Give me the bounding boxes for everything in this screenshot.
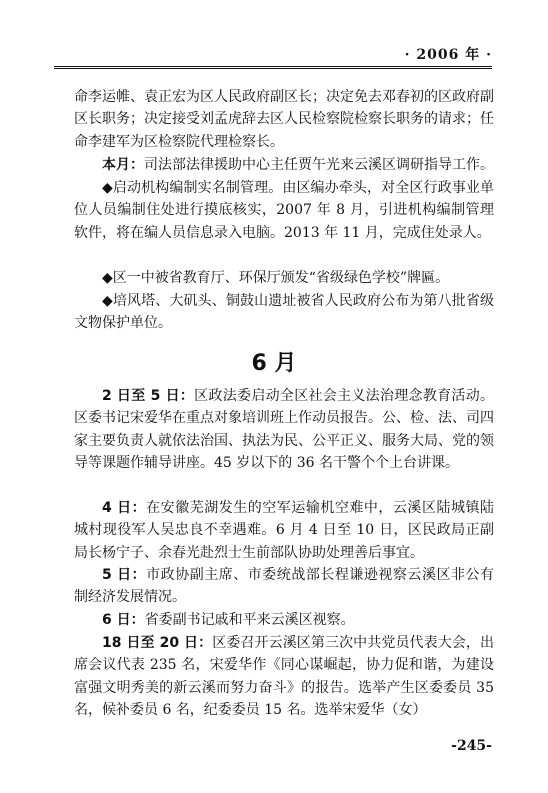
paragraph-appointments <box>74 86 494 153</box>
running-header: · 2006 年 · <box>404 47 492 63</box>
bullet-diamond: ◆ <box>102 270 113 286</box>
paragraph-text: 培风塔、大矶头、铜鼓山遗址被省人民政府公布为第八批省级文物保护单位。 <box>74 293 494 332</box>
bullet-diamond: ◆ <box>102 293 113 309</box>
entry-date: 2 日至 5 日： <box>102 388 195 404</box>
entry-june-5 <box>74 564 494 609</box>
entry-text: 区政法委启动全区社会主义法治理念教育活动。区委书记宋爱华在重点对象培训班上作动员报告。公、检、法、司四家主要负责人就依法治国、执法为民、公平正义、服务大局、党的领导等课题作辅导讲座。45 岁以下的 36 名干警个个上台讲课。 <box>74 388 494 471</box>
page-number: -245- <box>451 738 492 754</box>
entry-june-6 <box>74 609 494 631</box>
month-heading: 6 月 <box>251 351 297 376</box>
entry-june-2-5 <box>74 385 494 474</box>
paragraph-text: 司法部法律援助中心主任贾午光来云溪区调研指导工作。 <box>144 157 494 173</box>
paragraph-text: 启动机构编制实名制管理。由区编办牵头，对全区行政事业单位人员编制住处进行摸底核实，2007 年 8 月，引进机构编制管理软件，将在编人员信息录入电脑。2013 年 11 月，完成住处录人。 <box>74 180 494 241</box>
paragraph-relics <box>74 290 494 335</box>
paragraph-this-month <box>74 154 494 176</box>
entry-date: 5 日： <box>102 567 147 583</box>
paragraph-green-school <box>74 267 494 289</box>
bullet-diamond: ◆ <box>102 180 113 196</box>
paragraph-text: 命李运帷、袁正宏为区人民政府副区长；决定免去邓春初的区政府副区长职务；决定接受刘孟虎辞去区人民检察院检察长职务的请求；任命李建军为区检察院代理检察长。 <box>74 89 494 150</box>
entry-june-18-20 <box>74 632 494 721</box>
entry-june-4 <box>74 497 494 564</box>
entry-date: 6 日： <box>102 612 145 628</box>
paragraph-label: 本月： <box>102 157 144 173</box>
entry-text: 区委召开云溪区第三次中共党员代表大会，出席会议代表 235 名，宋爱华作《同心谋崛起，协力促和谐，为建设富强文明秀美的新云溪而努力奋斗》的报告。选举产生区委委员 35 名，候补委员 6 名，纪委委员 15 名。选举宋爱华（女） <box>74 635 495 718</box>
entry-text: 市政协副主席、市委统战部长程谦逊视察云溪区非公有制经济发展情况。 <box>74 567 495 606</box>
entry-text: 省委副书记戚和平来云溪区视察。 <box>144 612 355 628</box>
paragraph-text: 区一中被省教育厅、环保厅颁发“省级绿色学校”牌匾。 <box>112 270 450 286</box>
entry-date: 4 日： <box>102 500 147 516</box>
header-rule <box>54 66 492 69</box>
entry-text: 在安徽芜湖发生的空军运输机空难中，云溪区陆城镇陆城村现役军人吴忠良不幸遇难。6 月 4 日至 10 日，区民政局正副局长杨宁子、余春光赴烈士生前部队协助处理善后事宜。 <box>74 500 495 561</box>
paragraph-staffing <box>74 177 494 244</box>
entry-date: 18 日至 20 日： <box>102 635 213 651</box>
